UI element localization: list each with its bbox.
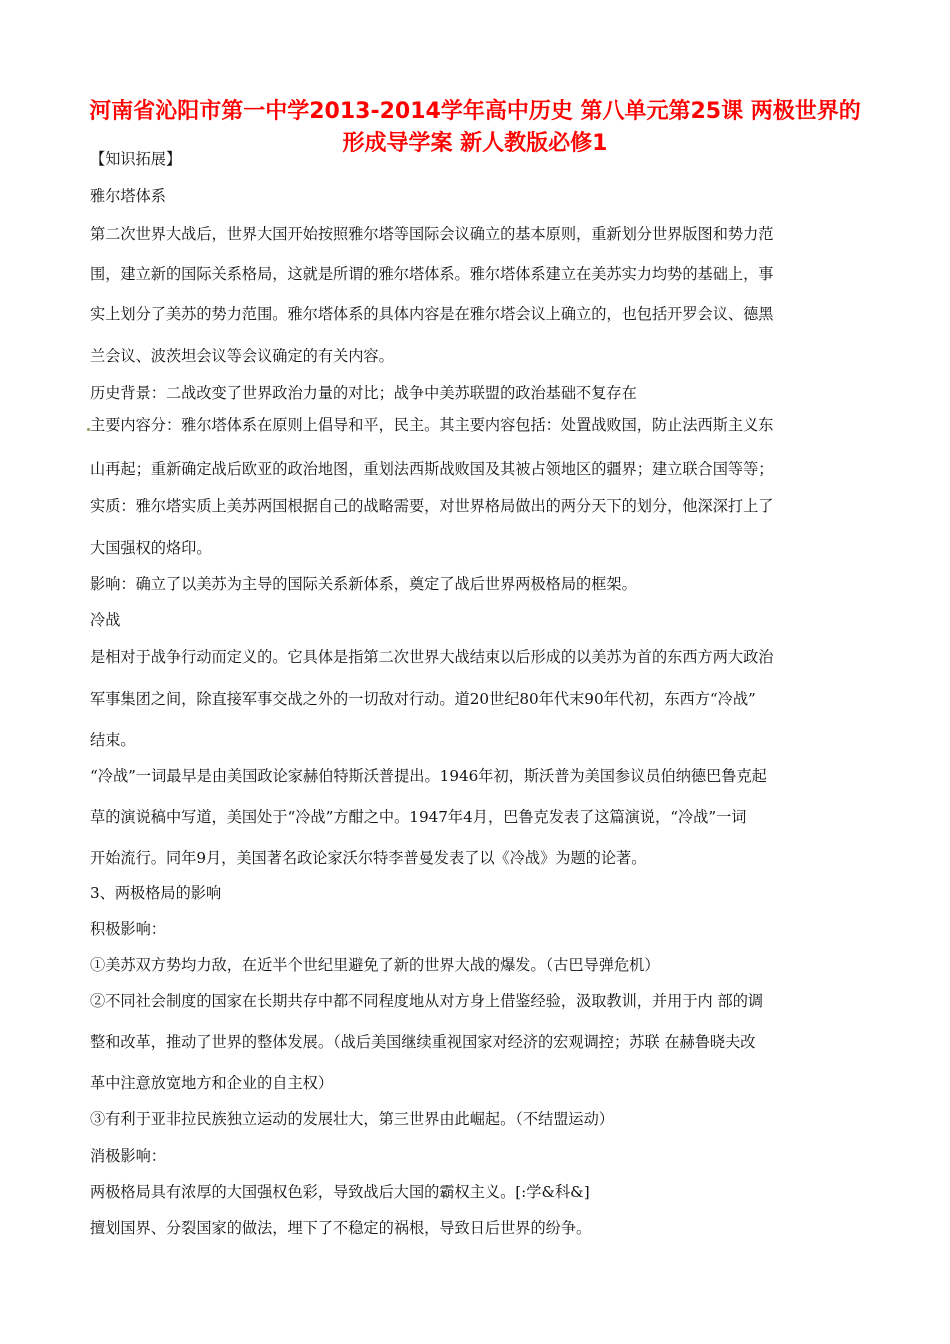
paragraph-line-essence: 实质：雅尔塔实质上美苏两国根据自己的战略需要，对世界格局做出的两分天下的划分，他深深打上了	[90, 497, 774, 515]
subheading-positive-impact: 积极影响：	[90, 920, 166, 938]
paragraph-line: 擅划国界、分裂国家的做法，埋下了不稳定的祸根，导致日后世界的纷争。	[90, 1219, 592, 1237]
paragraph-line: 大国强权的烙印。	[90, 539, 212, 557]
list-item: ③有利于亚非拉民族独立运动的发展壮大，第三世界由此崛起。（不结盟运动）	[90, 1110, 614, 1128]
heading-bipolar-impact: 3、两极格局的影响	[90, 884, 222, 902]
paragraph-line-main-content: 主要内容分：雅尔塔体系在原则上倡导和平，民主。其主要内容包括：处置战败国，防止法西斯主义东	[90, 416, 774, 434]
paragraph-line: 整和改革，推动了世界的整体发展。（战后美国继续重视国家对经济的宏观调控；苏联 在赫鲁晓夫改	[90, 1033, 756, 1051]
paragraph-line: 革中注意放宽地方和企业的自主权）	[90, 1074, 333, 1092]
paragraph-line: “冷战”一词最早是由美国政论家赫伯特斯沃普提出。1946年初，斯沃普为美国参议员伯纳德巴鲁克起	[90, 767, 767, 785]
paragraph-line-background: 历史背景：二战改变了世界政治力量的对比；战争中美苏联盟的政治基础不复存在	[90, 384, 637, 402]
paragraph-line: 第二次世界大战后，世界大国开始按照雅尔塔等国际会议确立的基本原则，重新划分世界版图和势力范	[90, 225, 774, 243]
paragraph-line-impact: 影响：确立了以美苏为主导的国际关系新体系，奠定了战后世界两极格局的框架。	[90, 575, 637, 593]
document-title-line-1: 河南省沁阳市第一中学2013-2014学年高中历史 第八单元第25课 两极世界的	[89, 99, 861, 124]
list-item: ②不同社会制度的国家在长期共存中都不同程度地从对方身上借鉴经验，汲取教训，并用于内 部的调	[90, 992, 764, 1010]
paragraph-line: 兰会议、波茨坦会议等会议确定的有关内容。	[90, 347, 394, 365]
heading-yalta-system: 雅尔塔体系	[90, 187, 166, 205]
paragraph-line: 山再起；重新确定战后欧亚的政治地图，重划法西斯战败国及其被占领地区的疆界；建立联合国等等；	[90, 460, 774, 478]
document-title-line-2: 形成导学案 新人教版必修1	[342, 131, 608, 156]
heading-cold-war: 冷战	[90, 611, 121, 629]
paragraph-line: 实上划分了美苏的势力范围。雅尔塔体系的具体内容是在雅尔塔会议上确立的，也包括开罗会议、德黑	[90, 305, 774, 323]
paragraph-line: 结束。	[90, 731, 136, 749]
paragraph-line: 是相对于战争行动而定义的。它具体是指第二次世界大战结束以后形成的以美苏为首的东西方两大政治	[90, 648, 774, 666]
paragraph-line: 军事集团之间，除直接军事交战之外的一切敌对行动。道20世纪80年代末90年代初，东西方“冷战”	[90, 690, 756, 708]
paragraph-line: 开始流行。同年9月，美国著名政论家沃尔特李普曼发表了以《冷战》为题的论著。	[90, 849, 647, 867]
list-item: ①美苏双方势均力敌，在近半个世纪里避免了新的世界大战的爆发。（古巴导弹危机）	[90, 956, 660, 974]
section-label-knowledge-extension: 【知识拓展】	[90, 150, 182, 168]
paragraph-line: 两极格局具有浓厚的大国强权色彩，导致战后大国的霸权主义。[:学&科&]	[90, 1183, 590, 1201]
paragraph-line: 草的演说稿中写道，美国处于“冷战”方酣之中。1947年4月，巴鲁克发表了这篇演说，“冷战”一词	[90, 808, 747, 826]
subheading-negative-impact: 消极影响：	[90, 1147, 166, 1165]
paragraph-line: 围，建立新的国际关系格局，这就是所谓的雅尔塔体系。雅尔塔体系建立在美苏实力均势的基础上，事	[90, 265, 774, 283]
